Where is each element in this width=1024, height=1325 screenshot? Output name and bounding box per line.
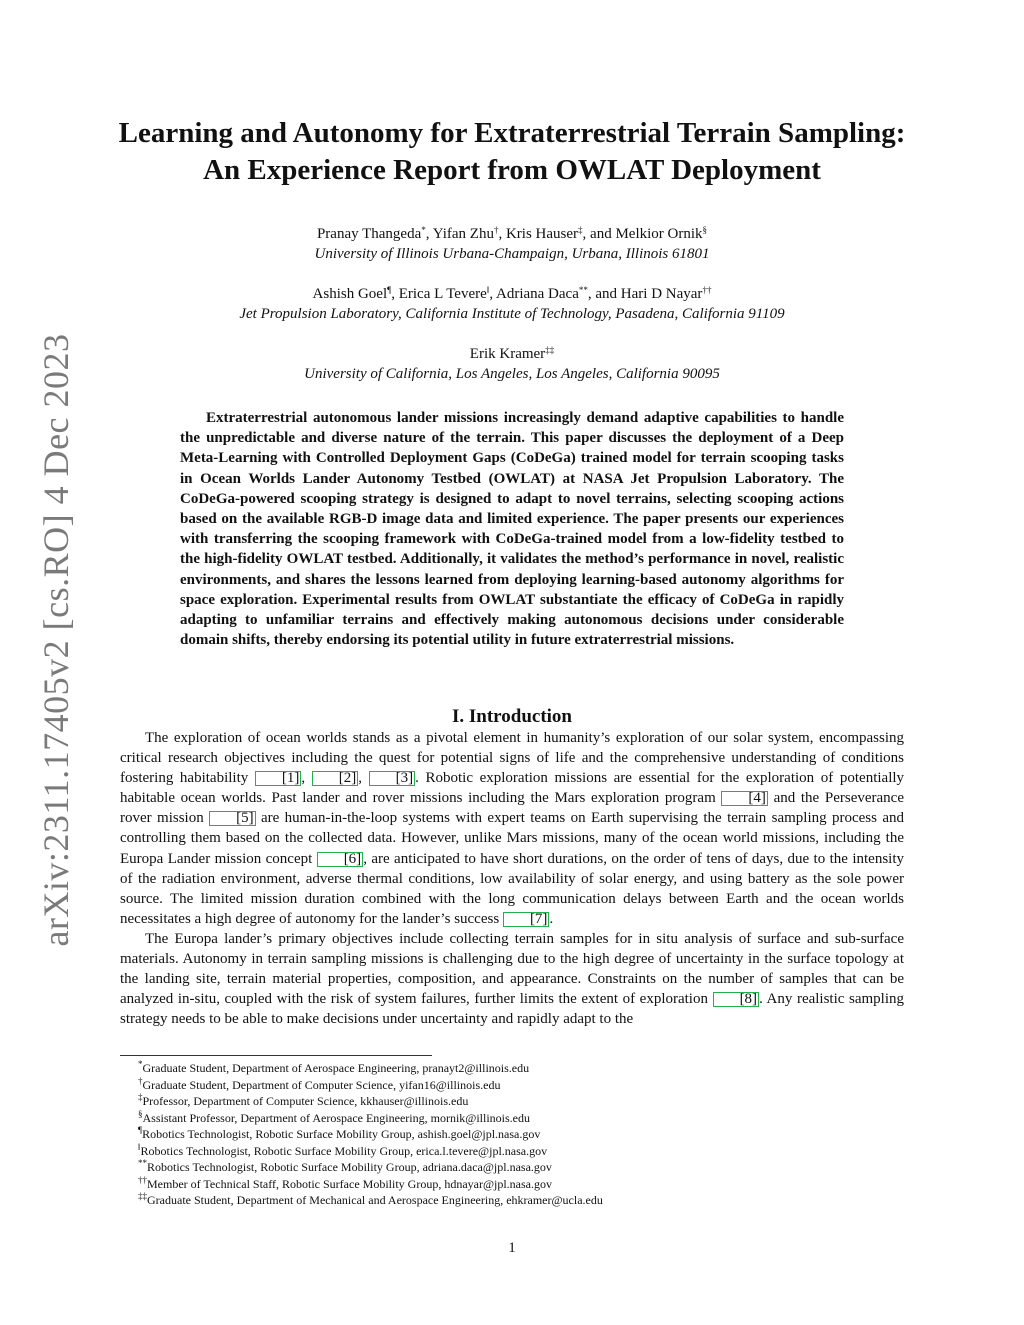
author-group-3 xyxy=(150,344,874,384)
citation-link[interactable]: [2] xyxy=(312,771,359,786)
footnote-mark: ** xyxy=(138,1158,147,1168)
author-names: Ashish Goel¶, Erica L Tevere‖, Adriana Daca**, and Hari D Nayar†† xyxy=(312,285,712,302)
footnote xyxy=(120,1077,904,1094)
author-name: Kris Hauser xyxy=(505,226,579,242)
footnote xyxy=(120,1143,904,1160)
author-footnote-mark: ¶ xyxy=(387,285,392,295)
author-name: Yifan Zhu xyxy=(432,226,494,242)
footnote xyxy=(120,1093,904,1110)
author-name: Erik Kramer xyxy=(469,346,546,362)
footnote xyxy=(120,1110,904,1127)
footnote-text: Member of Technical Staff, Robotic Surface Mobility Group, hdnayar@jpl.nasa.gov xyxy=(147,1176,553,1191)
author-footnote-mark: ** xyxy=(578,285,588,295)
author-name: Adriana Daca xyxy=(496,286,579,302)
footnote xyxy=(120,1126,904,1143)
footnote xyxy=(120,1192,904,1209)
footnote-text: Professor, Department of Computer Science, kkhauser@illinois.edu xyxy=(142,1094,469,1108)
paragraph-text: , xyxy=(358,770,369,787)
footnote-mark: †† xyxy=(138,1174,147,1185)
affiliation: Jet Propulsion Laboratory, California Institute of Technology, Pasadena, California 91109 xyxy=(239,306,785,322)
footnote xyxy=(120,1159,904,1176)
paragraph-text: are human-in-the-loop systems with expert teams on Earth supervising the terrain sampling process and controlling them based on the collected data. However, unlike Mars missions, many of the ocean world missions, including the Europa Lander mission concept xyxy=(120,810,904,867)
author-group-1 xyxy=(150,224,874,264)
author-name: Erica L Tevere xyxy=(398,286,487,302)
title-line-1: Learning and Autonomy for Extraterrestrial Terrain Sampling: xyxy=(118,117,906,149)
footnote-mark: ‖ xyxy=(138,1141,141,1152)
paper-title xyxy=(100,115,924,189)
affiliation: University of California, Los Angeles, Los Angeles, California 90095 xyxy=(304,366,720,382)
paragraph xyxy=(120,728,904,929)
footnote-mark: ‡ xyxy=(138,1092,143,1102)
paragraph-text: , xyxy=(301,770,312,787)
footnote-text: Graduate Student, Department of Computer Science, yifan16@illinois.edu xyxy=(142,1077,501,1092)
paragraph-text: . Robotic exploration missions are essential for the exploration of potentially habitable ocean worlds. Past lander and rover missions including the Mars exploration program xyxy=(120,770,905,807)
author-name: Pranay Thangeda xyxy=(316,226,422,242)
footnote-text: Robotics Technologist, Robotic Surface Mobility Group, erica.l.tevere@jpl.nasa.gov xyxy=(140,1143,548,1158)
citation-link[interactable]: [1] xyxy=(255,771,302,786)
introduction-body xyxy=(120,728,904,1029)
footnote-text: Robotics Technologist, Robotic Surface Mobility Group, ashish.goel@jpl.nasa.gov xyxy=(142,1127,541,1141)
citation-link[interactable]: [7] xyxy=(503,912,550,927)
citation-link[interactable]: [5] xyxy=(209,811,256,826)
author-footnote-mark: * xyxy=(421,225,426,235)
footnote-mark: ‡‡ xyxy=(138,1191,147,1201)
footnote-mark: † xyxy=(138,1075,143,1086)
citation-link[interactable]: [8] xyxy=(713,992,760,1007)
author-group-2 xyxy=(150,284,874,324)
footnote-text: Graduate Student, Department of Aerospace Engineering, pranayt2@illinois.edu xyxy=(142,1061,530,1075)
abstract: Extraterrestrial autonomous lander missions increasingly demand adaptive capabilities to handle the unpredictable and diverse nature of the terrain. This paper discusses the deployment of a Deep Meta-Learning with Controlled Deployment Gaps (CoDeGa) trained model for terrain scooping tasks in Ocean Worlds Lander Autonomy Testbed (OWLAT) at NASA Jet Propulsion Laboratory. The CoDeGa-powered scooping strategy is designed to adapt to novel terrains, selecting scooping actions based on the available RGB-D image data and limited experience. The paper presents our experiences with transferring the scooping framework with CoDeGa-trained model from a low-fidelity testbed to the high-fidelity OWLAT testbed. Additionally, it validates the method’s performance in novel, realistic environments, and shares the lessons learned from deploying learning-based autonomy algorithms for space exploration. Experimental results from OWLAT substantiate the efficacy of CoDeGa in rapidly adapting to unfamiliar terrains and effectively making autonomous decisions under considerable domain shifts, thereby endorsing its potential utility in future extraterrestrial missions. xyxy=(180,410,844,649)
citation-link[interactable]: [3] xyxy=(369,771,416,786)
author-footnote-mark: ‡‡ xyxy=(545,345,555,355)
page-number: 1 xyxy=(508,1240,516,1256)
paragraph-text: The exploration of ocean worlds stands as a pivotal element in humanity’s exploration of our solar system, encompassing critical research objectives including the quest for potential signs of life and the comprehensive understanding of conditions fostering habitability xyxy=(120,730,904,787)
footnote-mark: § xyxy=(138,1108,143,1119)
footnote xyxy=(120,1176,904,1193)
paragraph-text: . Any realistic sampling strategy needs to be able to make decisions under uncertainty and rapidly adapt to the xyxy=(120,991,904,1028)
author-footnote-mark: † xyxy=(493,225,499,235)
title-line-2: An Experience Report from OWLAT Deployment xyxy=(203,154,821,186)
paragraph-text: , are anticipated to have short durations, on the order of tens of days, due to the intensity of the radiation environment, adverse thermal conditions, low availability of solar energy, and using battery as the sole power source. The limited mission duration combined with the long communication delays between Earth and the ocean worlds necessitates a high degree of autonomy for the lander’s success xyxy=(120,850,904,927)
citation-link[interactable]: [4] xyxy=(721,791,768,806)
paragraph-text: . xyxy=(549,910,554,927)
affiliation: University of Illinois Urbana-Champaign, Urbana, Illinois 61801 xyxy=(314,246,710,262)
author-names xyxy=(150,344,874,364)
citation-link[interactable]: [6] xyxy=(317,852,364,867)
footnote-rule xyxy=(120,1055,432,1056)
paragraph-text: and the Perseverance rover mission xyxy=(120,790,904,827)
author-names: Pranay Thangeda*, Yifan Zhu†, Kris Hauser‡, and Melkior Ornik§ xyxy=(316,225,708,242)
footnote-text: Graduate Student, Department of Mechanical and Aerospace Engineering, ehkramer@ucla.edu xyxy=(147,1193,603,1207)
footnote-mark: * xyxy=(138,1059,143,1069)
author-name: Melkior Ornik xyxy=(615,226,703,242)
author-footnote-mark: †† xyxy=(702,285,712,295)
author-footnote-mark: ‖ xyxy=(486,285,490,295)
author-name: Hari D Nayar xyxy=(620,286,703,302)
footnote-text: Assistant Professor, Department of Aerospace Engineering, mornik@illinois.edu xyxy=(142,1110,530,1125)
author-footnote-mark: § xyxy=(702,225,708,235)
footnote xyxy=(120,1060,904,1077)
section-heading: I. Introduction xyxy=(451,706,572,727)
author-name: Ashish Goel xyxy=(312,286,388,302)
paragraph xyxy=(120,929,904,1029)
arxiv-id: arXiv:2311.17405v2 [cs.RO] 4 Dec 2023 xyxy=(36,333,76,947)
footnote-text: Robotics Technologist, Robotic Surface Mobility Group, adriana.daca@jpl.nasa.gov xyxy=(147,1160,552,1174)
footnote-mark: ¶ xyxy=(138,1125,143,1135)
author-footnote-mark: ‡ xyxy=(578,225,583,235)
footnotes xyxy=(120,1060,904,1209)
paragraph-text: The Europa lander’s primary objectives include collecting terrain samples for in situ analysis of surface and sub-surface materials. Autonomy in terrain sampling missions is challenging due to the high degree of uncertainty in the surface topology at the landing site, terrain material properties, composition, and appearance. Constraints on the number of samples that can be analyzed in-situ, coupled with the risk of system failures, further limits the extent of exploration xyxy=(120,930,904,1008)
